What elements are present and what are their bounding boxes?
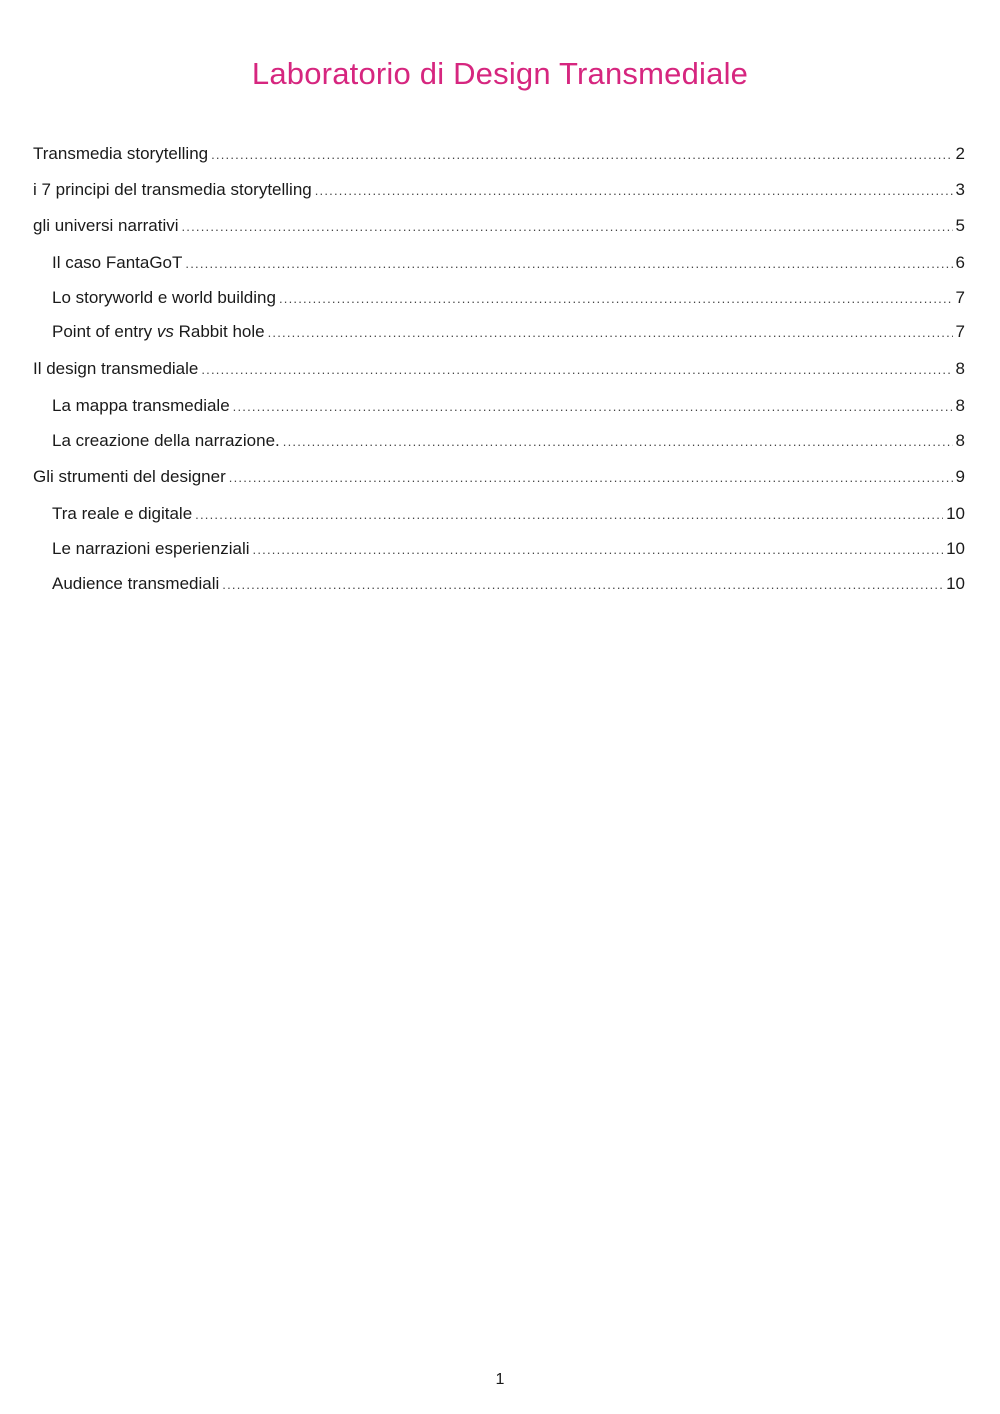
toc-page-number: 10 [946, 574, 965, 593]
toc-entry-label-part: Point of entry [52, 322, 157, 341]
page-number: 1 [495, 1371, 505, 1388]
toc-entry-label: La creazione della narrazione. [52, 431, 280, 450]
toc-entry-label: Transmedia storytelling [33, 144, 209, 163]
toc-page-number: 7 [955, 288, 965, 307]
toc-entry-label: i 7 principi del transmedia storytelling [33, 180, 312, 199]
toc-entry-label: Lo storyworld e world building [52, 288, 276, 307]
toc-page-number: 8 [955, 359, 965, 378]
toc-page-number: 7 [955, 322, 965, 341]
toc-page-number: 3 [955, 180, 965, 199]
toc-entry[interactable] [52, 394, 965, 418]
toc-entry[interactable] [52, 251, 965, 275]
toc-page-number: 8 [955, 396, 965, 415]
toc-entry[interactable] [52, 502, 965, 526]
toc-page-number: 6 [955, 253, 965, 272]
toc-entry[interactable] [33, 142, 965, 166]
toc-entry-label [52, 320, 265, 344]
toc-dot-leader [195, 503, 943, 527]
toc-dot-leader [268, 321, 953, 345]
toc-entry[interactable] [33, 178, 965, 202]
toc-entry[interactable] [33, 465, 965, 489]
toc-dot-leader [201, 358, 952, 382]
toc-dot-leader [315, 179, 953, 203]
toc-entry-label-italic: vs [156, 322, 174, 341]
toc-dot-leader [185, 252, 952, 276]
toc-page-number: 5 [955, 216, 965, 235]
toc-page-number: 10 [946, 539, 965, 558]
toc-entry[interactable] [52, 320, 965, 344]
toc-entry[interactable] [33, 214, 965, 238]
toc-page-number: 9 [955, 467, 965, 486]
toc-dot-leader [233, 395, 953, 419]
toc-entry[interactable] [52, 429, 965, 453]
toc-dot-leader [283, 430, 953, 454]
toc-entry[interactable] [52, 286, 965, 310]
toc-entry-label: Il caso FantaGoT [52, 253, 183, 272]
toc-dot-leader [229, 466, 953, 490]
toc-dot-leader [253, 538, 944, 562]
toc-entry[interactable] [52, 537, 965, 561]
document-title: Laboratorio di Design Transmediale [251, 56, 749, 91]
toc-dot-leader [279, 287, 953, 311]
toc-dot-leader [182, 215, 953, 239]
toc-entry-label-part: Rabbit hole [173, 322, 265, 341]
toc-entry[interactable] [52, 572, 965, 596]
toc-entry-label: Audience transmediali [52, 574, 220, 593]
toc-entry-label: Tra reale e digitale [52, 504, 193, 523]
toc-entry-label: Le narrazioni esperienziali [52, 539, 250, 558]
toc-dot-leader [222, 573, 943, 597]
toc-entry-label: gli universi narrativi [33, 216, 179, 235]
toc-page-number: 8 [955, 431, 965, 450]
toc-entry-label: Il design transmediale [33, 359, 199, 378]
toc-page-number: 10 [946, 504, 965, 523]
toc-dot-leader [211, 143, 952, 167]
toc-page-number: 2 [955, 144, 965, 163]
toc-entry-label: La mappa transmediale [52, 396, 230, 415]
toc-entry[interactable] [33, 357, 965, 381]
toc-entry-label: Gli strumenti del designer [33, 467, 226, 486]
